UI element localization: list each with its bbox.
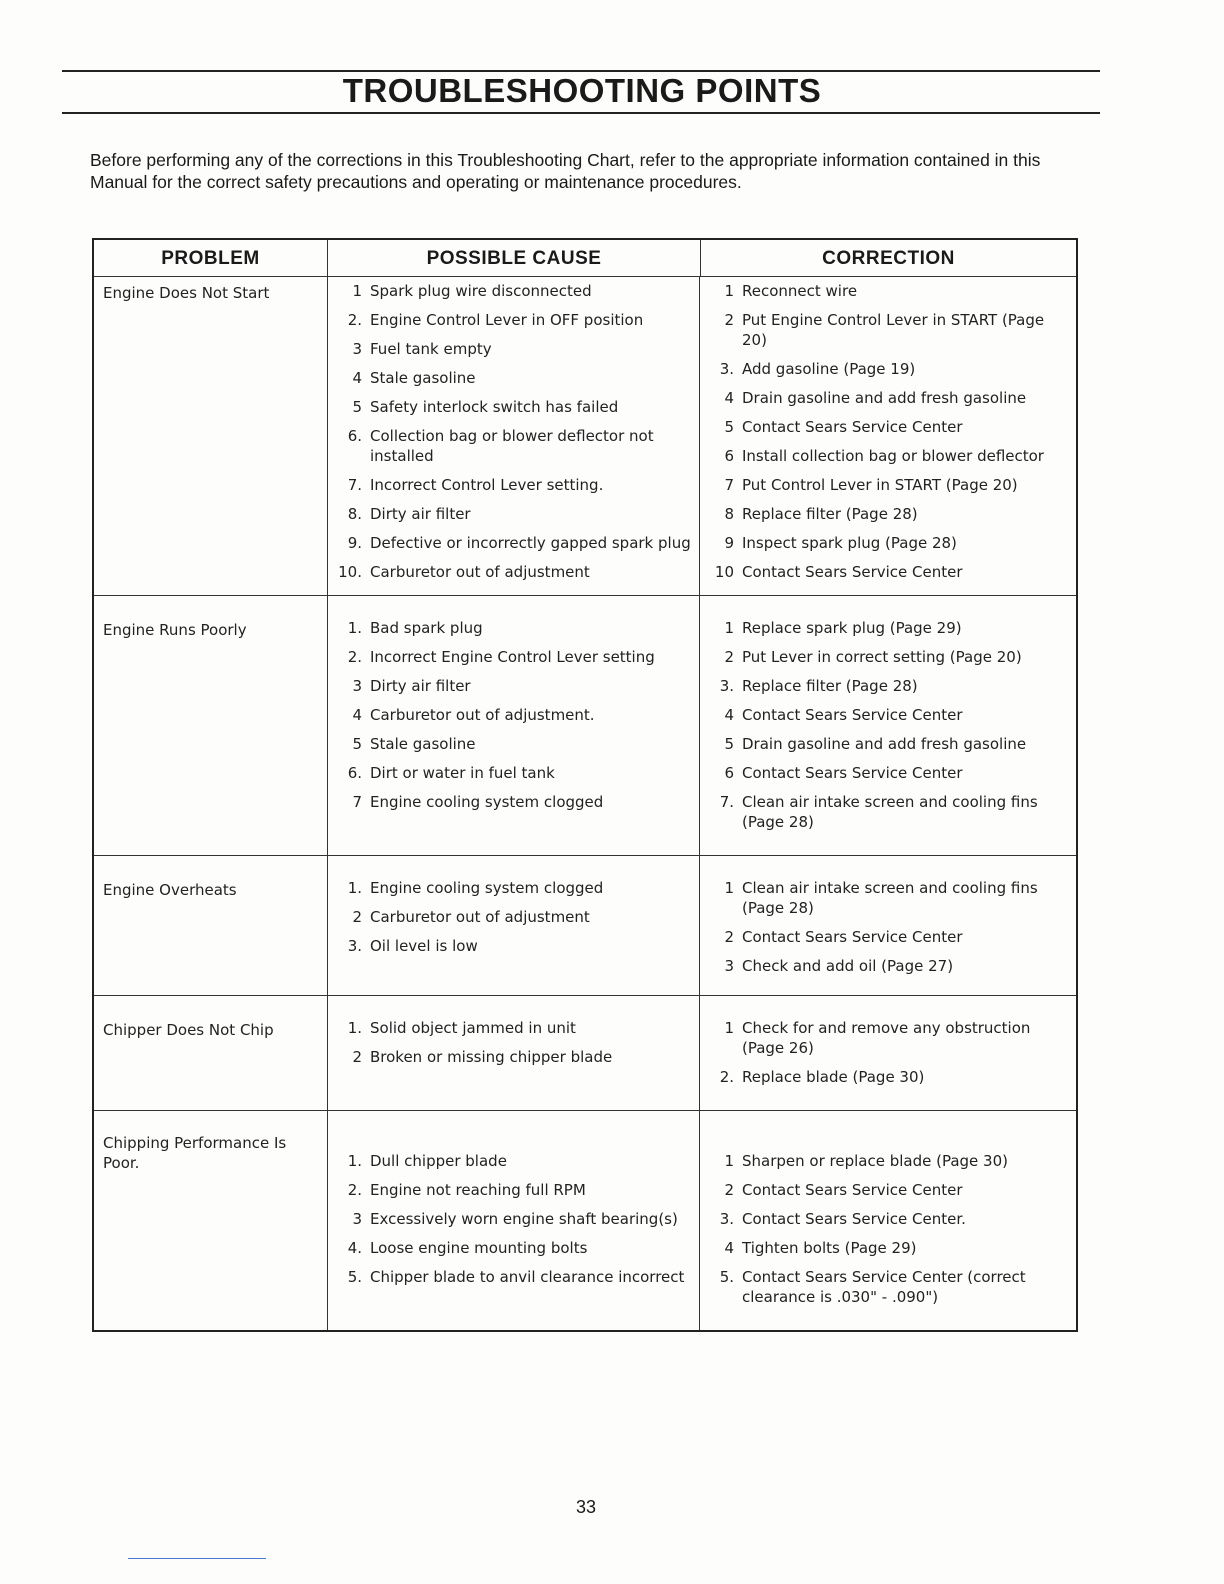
table-row [94,595,1076,855]
item-text: Carburetor out of adjustment [370,563,590,581]
cause-item [338,763,691,783]
item-text: Drain gasoline and add fresh gasoline [742,389,1027,407]
header-correction: CORRECTION [700,240,1076,276]
correction-cell [699,596,1076,855]
problem-cell: Engine Does Not Start [103,284,270,302]
item-text: Oil level is low [370,937,478,955]
item-number: 7 [352,793,362,811]
item-text: Put Lever in correct setting (Page 20) [742,648,1022,666]
item-text: Engine cooling system clogged [370,879,604,897]
item-number: 4 [352,706,362,724]
header-problem: PROBLEM [161,248,260,269]
cause-item [338,1267,691,1287]
intro-paragraph: Before performing any of the corrections in this Troubleshooting Chart, refer to the appropriate information contained in this Manual for the correct safety precautions and operating or maintenance procedures. [90,150,1041,192]
cause-item [338,1151,691,1171]
table-row [94,277,1076,595]
cause-item [338,1238,691,1258]
correction-item [710,792,1068,832]
item-number: 6. [347,764,362,782]
item-number: 3. [719,677,734,695]
correction-item [710,446,1068,466]
cause-cell [327,596,699,855]
table-row [94,855,1076,995]
correction-item [710,417,1068,437]
item-text: Carburetor out of adjustment. [370,706,595,724]
item-number: 1 [724,282,734,300]
cause-item [338,426,691,466]
correction-item [710,359,1068,379]
correction-item [710,647,1068,667]
item-number: 1. [347,1152,362,1170]
title-underline [62,112,1100,114]
item-text: Replace blade (Page 30) [742,1068,925,1086]
cause-item [338,533,691,553]
item-text: Add gasoline (Page 19) [742,360,916,378]
item-text: Contact Sears Service Center [742,1181,963,1199]
cause-item [338,647,691,667]
item-text: Install collection bag or blower deflector [742,447,1044,465]
item-text: Contact Sears Service Center [742,563,963,581]
item-number: 3 [724,957,734,975]
cause-item [338,792,691,812]
cause-cell [327,856,699,995]
item-text: Drain gasoline and add fresh gasoline [742,735,1027,753]
item-number: 5 [724,418,734,436]
cause-item [338,397,691,417]
cause-cell [327,277,699,595]
problem-cell: Chipping Performance Is Poor. [103,1134,287,1172]
cause-item [338,1209,691,1229]
cause-item [338,368,691,388]
item-number: 7. [347,476,362,494]
item-number: 4 [724,706,734,724]
item-number: 5. [347,1268,362,1286]
problem-cell: Chipper Does Not Chip [103,1021,274,1039]
item-number: 2. [347,648,362,666]
item-number: 2. [347,311,362,329]
item-text: Contact Sears Service Center [742,706,963,724]
correction-item [710,734,1068,754]
item-number: 6 [724,764,734,782]
item-number: 2 [352,908,362,926]
item-text: Check and add oil (Page 27) [742,957,954,975]
item-number: 9 [724,534,734,552]
item-number: 1 [724,1019,734,1037]
correction-item [710,475,1068,495]
item-number: 5 [724,735,734,753]
item-text: Safety interlock switch has failed [370,398,619,416]
correction-item [710,281,1068,301]
item-number: 6. [347,427,362,445]
item-number: 10 [714,563,734,581]
correction-item [710,676,1068,696]
item-text: Stale gasoline [370,369,476,387]
correction-cell [699,856,1076,995]
item-number: 3. [719,360,734,378]
item-text: Broken or missing chipper blade [370,1048,613,1066]
scan-mark [128,1558,266,1559]
correction-cell [699,277,1076,595]
cause-item [338,281,691,301]
item-number: 3. [719,1210,734,1228]
item-number: 1. [347,1019,362,1037]
cause-cell [327,996,699,1110]
item-text: Chipper blade to anvil clearance incorrect [370,1268,685,1286]
item-number: 9. [347,534,362,552]
item-text: Incorrect Control Lever setting. [370,476,604,494]
item-number: 5. [719,1268,734,1286]
cause-item [338,339,691,359]
table-body [94,277,1076,1330]
item-text: Excessively worn engine shaft bearing(s) [370,1210,678,1228]
cause-item [338,705,691,725]
cause-item [338,676,691,696]
cause-item [338,475,691,495]
correction-item [710,388,1068,408]
item-number: 4. [347,1239,362,1257]
item-text: Dirt or water in fuel tank [370,764,555,782]
correction-item [710,618,1068,638]
correction-item [710,705,1068,725]
item-number: 1 [352,282,362,300]
item-text: Sharpen or replace blade (Page 30) [742,1152,1008,1170]
correction-item [710,1209,1068,1229]
correction-item [710,878,1068,918]
item-text: Stale gasoline [370,735,476,753]
item-number: 1. [347,619,362,637]
item-text: Dull chipper blade [370,1152,507,1170]
correction-item [710,310,1068,350]
cause-item [338,1047,691,1067]
item-text: Reconnect wire [742,282,858,300]
item-number: 7. [719,793,734,811]
correction-item [710,1180,1068,1200]
item-text: Contact Sears Service Center. [742,1210,966,1228]
item-number: 1 [724,619,734,637]
item-text: Put Control Lever in START (Page 20) [742,476,1018,494]
cause-item [338,1018,691,1038]
cause-item [338,618,691,638]
item-number: 2 [724,648,734,666]
cause-cell [327,1111,699,1330]
correction-cell [699,1111,1076,1330]
table-row [94,995,1076,1110]
correction-item [710,562,1068,582]
item-number: 8. [347,505,362,523]
item-number: 7 [724,476,734,494]
item-text: Solid object jammed in unit [370,1019,576,1037]
cause-item [338,878,691,898]
item-text: Dirty air filter [370,505,471,523]
item-number: 3 [352,1210,362,1228]
page-number: 33 [575,1497,597,1517]
correction-item [710,956,1068,976]
correction-cell [699,996,1076,1110]
item-text: Bad spark plug [370,619,483,637]
item-number: 6 [724,447,734,465]
cause-item [338,936,691,956]
item-text: Defective or incorrectly gapped spark plug [370,534,691,552]
correction-item [710,927,1068,947]
item-number: 2 [724,311,734,329]
item-number: 2 [724,1181,734,1199]
item-text: Loose engine mounting bolts [370,1239,588,1257]
item-number: 8 [724,505,734,523]
item-text: Dirty air filter [370,677,471,695]
item-text: Incorrect Engine Control Lever setting [370,648,655,666]
item-number: 1 [724,879,734,897]
item-text: Fuel tank empty [370,340,492,358]
item-text: Engine Control Lever in OFF position [370,311,644,329]
item-text: Clean air intake screen and cooling fins (Page 28) [742,793,1038,831]
header-possible-cause: POSSIBLE CAUSE [327,240,700,276]
item-number: 10. [338,563,362,581]
item-text: Spark plug wire disconnected [370,282,592,300]
item-text: Carburetor out of adjustment [370,908,590,926]
table-header [94,240,1076,277]
item-number: 2 [724,928,734,946]
problem-cell: Engine Runs Poorly [103,621,247,639]
correction-item [710,1238,1068,1258]
item-number: 4 [724,1239,734,1257]
item-text: Contact Sears Service Center [742,764,963,782]
item-number: 5 [352,398,362,416]
item-number: 1. [347,879,362,897]
item-text: Contact Sears Service Center [742,928,963,946]
item-text: Clean air intake screen and cooling fins (Page 28) [742,879,1038,917]
item-number: 2. [719,1068,734,1086]
troubleshooting-table [92,238,1078,1332]
cause-item [338,734,691,754]
correction-item [710,504,1068,524]
item-number: 3. [347,937,362,955]
cause-item [338,562,691,582]
correction-item [710,1267,1068,1307]
item-number: 4 [724,389,734,407]
item-number: 5 [352,735,362,753]
cause-item [338,1180,691,1200]
item-number: 3 [352,677,362,695]
problem-cell: Engine Overheats [103,881,237,899]
cause-item [338,907,691,927]
correction-item [710,533,1068,553]
item-number: 2 [352,1048,362,1066]
item-text: Engine not reaching full RPM [370,1181,586,1199]
item-text: Collection bag or blower deflector not installed [370,427,654,465]
page-title: TROUBLESHOOTING POINTS [342,72,822,109]
item-text: Tighten bolts (Page 29) [742,1239,917,1257]
item-text: Replace filter (Page 28) [742,677,918,695]
item-text: Engine cooling system clogged [370,793,604,811]
cause-item [338,504,691,524]
item-text: Contact Sears Service Center [742,418,963,436]
item-number: 1 [724,1152,734,1170]
item-text: Check for and remove any obstruction (Page 26) [742,1019,1031,1057]
correction-item [710,763,1068,783]
item-text: Inspect spark plug (Page 28) [742,534,957,552]
item-number: 2. [347,1181,362,1199]
correction-item [710,1018,1068,1058]
item-text: Replace spark plug (Page 29) [742,619,962,637]
table-row [94,1110,1076,1330]
item-text: Replace filter (Page 28) [742,505,918,523]
item-text: Put Engine Control Lever in START (Page 20) [742,311,1045,349]
cause-item [338,310,691,330]
item-text: Contact Sears Service Center (correct clearance is .030" - .090") [742,1268,1026,1306]
item-number: 3 [352,340,362,358]
correction-item [710,1067,1068,1087]
item-number: 4 [352,369,362,387]
correction-item [710,1151,1068,1171]
